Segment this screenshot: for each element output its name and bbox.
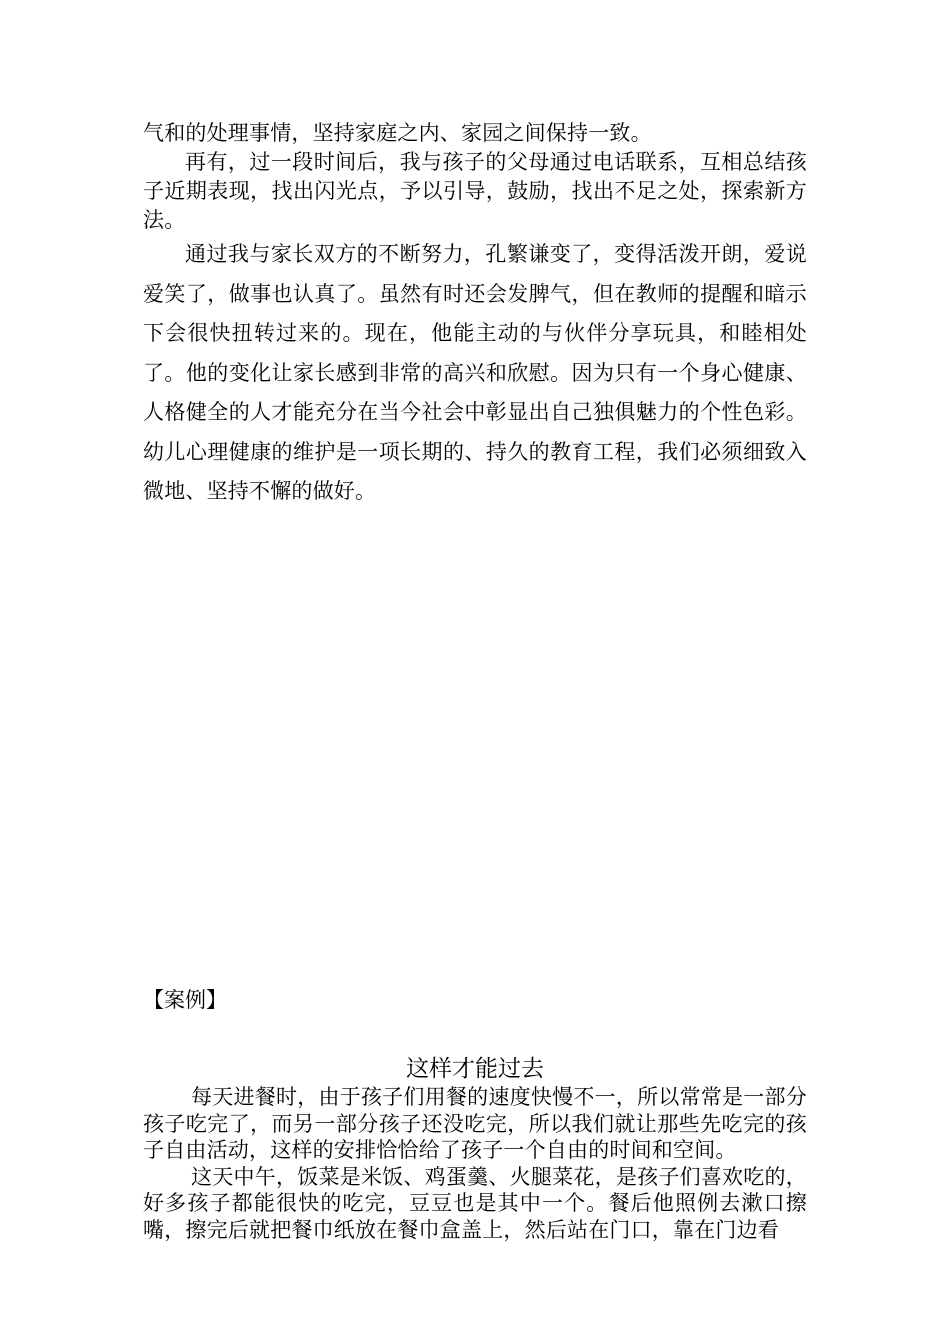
case-label: 【案例】: [143, 988, 227, 1012]
paragraph-2: 再有，过一段时间后，我与孩子的父母通过电话联系，互相总结孩子近期表现，找出闪光点，予以引导，鼓励，找出不足之处，探索新方法。: [143, 150, 807, 232]
paragraph-1: 气和的处理事情，坚持家庭之内、家园之间保持一致。: [143, 121, 652, 145]
section-continuation: [143, 119, 807, 512]
section-case: [143, 986, 807, 1243]
case-title: 这样才能过去: [406, 1056, 544, 1082]
case-paragraph-2: 这天中午，饭菜是米饭、鸡蛋羹、火腿菜花，是孩子们喜欢吃的，好多孩子都能很快的吃完，豆豆也是其中一个。餐后他照例去漱口擦嘴，擦完后就把餐巾纸放在餐巾盒盖上，然后站在门口，靠在门边看: [143, 1164, 807, 1242]
case-paragraph-1: 每天进餐时，由于孩子们用餐的速度快慢不一，所以常常是一部分孩子吃完了，而另一部分孩子还没吃完，所以我们就让那些先吃完的孩子自由活动，这样的安排恰恰给了孩子一个自由的时间和空间。: [143, 1085, 807, 1162]
paragraph-3: 通过我与家长双方的不断努力，孔繁谦变了，变得活泼开朗，爱说爱笑了，做事也认真了。虽然有时还会发脾气，但在教师的提醒和暗示下会很快扭转过来的。现在，他能主动的与伙伴分享玩具，和睦相处了。他的变化让家长感到非常的高兴和欣慰。因为只有一个身心健康、人格健全的人才能充分在当今社会中彰显出自己独俱魅力的个性色彩。幼儿心理健康的维护是一项长期的、持久的教育工程，我们必须细致入微地、坚持不懈的做好。: [143, 242, 807, 503]
